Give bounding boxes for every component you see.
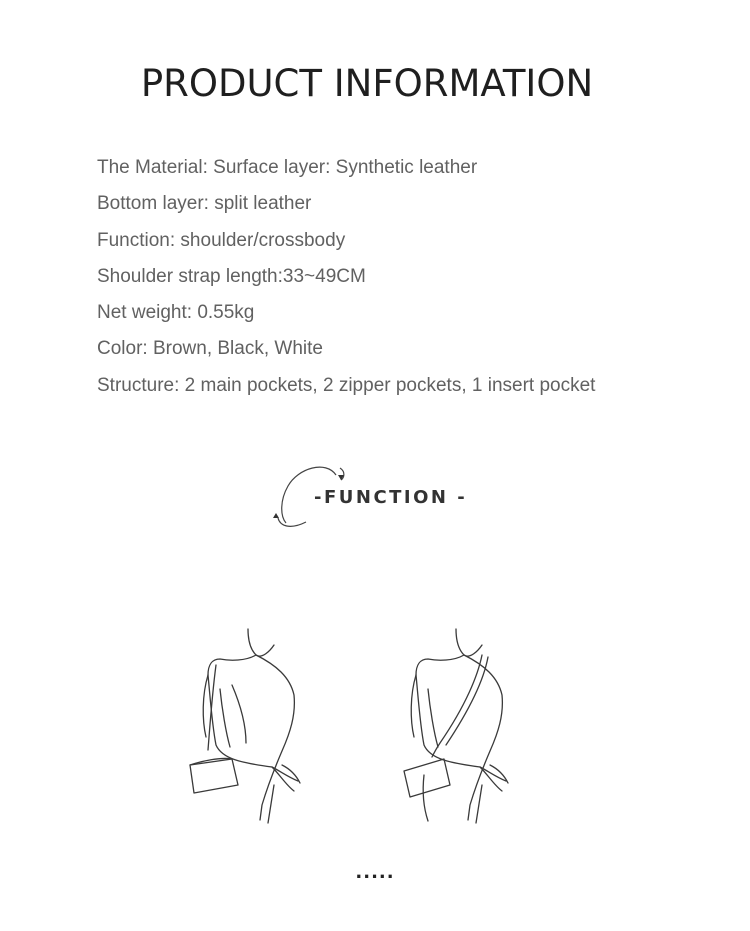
shoulder-carry-figure-icon — [186, 625, 316, 825]
product-info-list — [97, 154, 595, 408]
info-material: The Material: Surface layer: Synthetic leather — [97, 157, 478, 178]
info-strap-length: Shoulder strap length:33~49CM — [97, 265, 366, 287]
info-color: Color: Brown, Black, White — [97, 338, 323, 360]
info-structure: Structure: 2 main pockets, 2 zipper pockets, 1 insert pocket — [97, 374, 596, 396]
function-label: -FUNCTION - — [314, 487, 468, 508]
crossbody-carry-figure-icon — [400, 625, 530, 825]
page-title: PRODUCT INFORMATION — [140, 62, 594, 105]
info-net-weight: Net weight: 0.55kg — [97, 302, 255, 324]
more-indicator: ..... — [355, 862, 395, 883]
info-bottom-layer: Bottom layer: split leather — [97, 193, 312, 215]
function-heading — [268, 458, 488, 538]
info-function: Function: shoulder/crossbody — [97, 229, 346, 251]
